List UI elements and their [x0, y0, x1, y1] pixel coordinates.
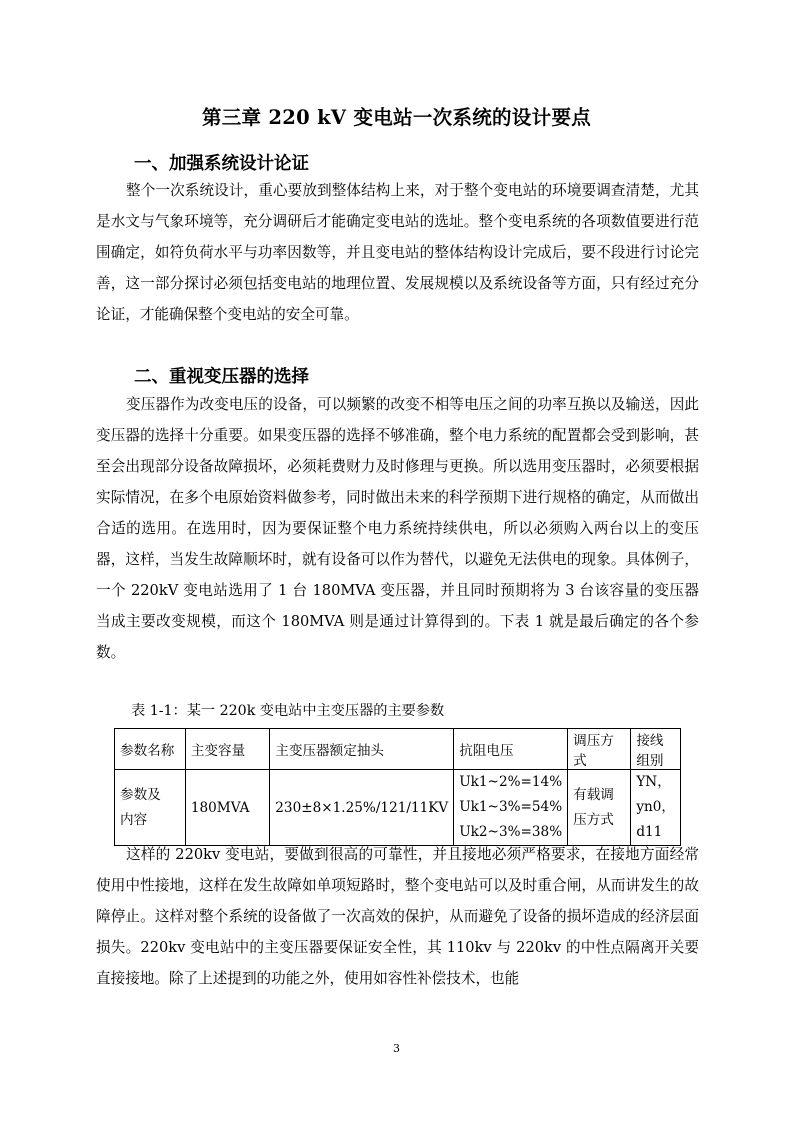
header-cell: 抗阻电压 — [454, 729, 568, 770]
capacity-cell: 180MVA — [185, 770, 269, 846]
section-heading-2: 二、重视变压器的选择 — [134, 367, 309, 387]
table-caption: 表 1-1：某一 220k 变电站中主变压器的主要参数 — [131, 703, 445, 719]
header-cell: 参数名称 — [115, 729, 186, 770]
param-name-cell: 参数及 内容 — [115, 770, 186, 846]
table-row — [115, 770, 681, 846]
paragraph-3: 这样的 220kv 变电站，要做到很高的可靠性，并且接地必须严格要求，在接地方面经常使用中性接地，这样在发生故障如单项短路时，整个变电站可以及时重合闸，从而讲发生的故障停止。这样对整个系统的设备做了一次高效的保护，从而避免了设备的损坏造成的经济层面损失。220kv 变电站中的主变压器要保证安全性，其 110kv 与 220kv 的中性点隔离开关要直接接地。除了上述提到的功能之外，使用如容性补偿技术，也能 — [96, 846, 699, 987]
impedance-line: Uk1~3%=54% — [459, 799, 563, 815]
paragraph-1: 整个一次系统设计，重心要放到整体结构上来，对于整个变电站的环境要调查清楚，尤其是水文与气象环境等，充分调研后才能确定变电站的选址。整个变电系统的各项数值要进行范围确定，如符负荷水平与功率因数等，并且变电站的整体结构设计完成后，要不段进行讨论完善，这一部分探讨必须包括变电站的地理位置、发展规模以及系统设备等方面，只有经过充分论证，才能确保整个变电站的安全可靠。 — [96, 182, 699, 323]
impedance-cell — [454, 770, 568, 846]
header-cell: 主变压器额定抽头 — [270, 729, 454, 770]
regulation-cell: 有载调压方式 — [568, 770, 631, 846]
page-number: 3 — [393, 1042, 400, 1055]
connection-cell: YN，yn0，d11 — [631, 770, 681, 846]
impedance-line: Uk1~2%=14% — [459, 774, 563, 790]
parameters-table — [114, 728, 681, 846]
header-cell: 接线组别 — [631, 729, 681, 770]
header-cell: 主变容量 — [185, 729, 269, 770]
paragraph-2: 变压器作为改变电压的设备，可以频繁的改变不相等电压之间的功率互换以及输送，因此变压器的选择十分重要。如果变压器的选择不够准确，整个电力系统的配置都会受到影响，甚至会出现部分设备故障损坏，必须耗费财力及时修理与更换。所以选用变压器时，必须要根据实际情况，在多个电原始资料做参考，同时做出未来的科学预期下进行规格的确定，从而做出合适的选用。在选用时，因为要保证整个电力系统持续供电，所以必须购入两台以上的变压器，这样，当发生故障顺坏时，就有设备可以作为替代，以避免无法供电的现象。具体例子，一个 220kV 变电站选用了 1 台 180MVA 变压器，并且同时预期将为 3 台该容量的变压器当成主要改变规模，而这个 180MVA 则是通过计算得到的。下表 1 就是最后确定的各个参数。 — [96, 396, 699, 661]
tap-cell: 230±8×1.25%/121/11KV — [270, 770, 454, 846]
section-heading-1: 一、加强系统设计论证 — [134, 154, 309, 174]
chapter-title: 第三章 220 kV 变电站一次系统的设计要点 — [201, 106, 592, 129]
table-header-row — [115, 729, 681, 770]
header-cell: 调压方式 — [568, 729, 631, 770]
impedance-line: Uk2~3%=38% — [459, 824, 563, 840]
